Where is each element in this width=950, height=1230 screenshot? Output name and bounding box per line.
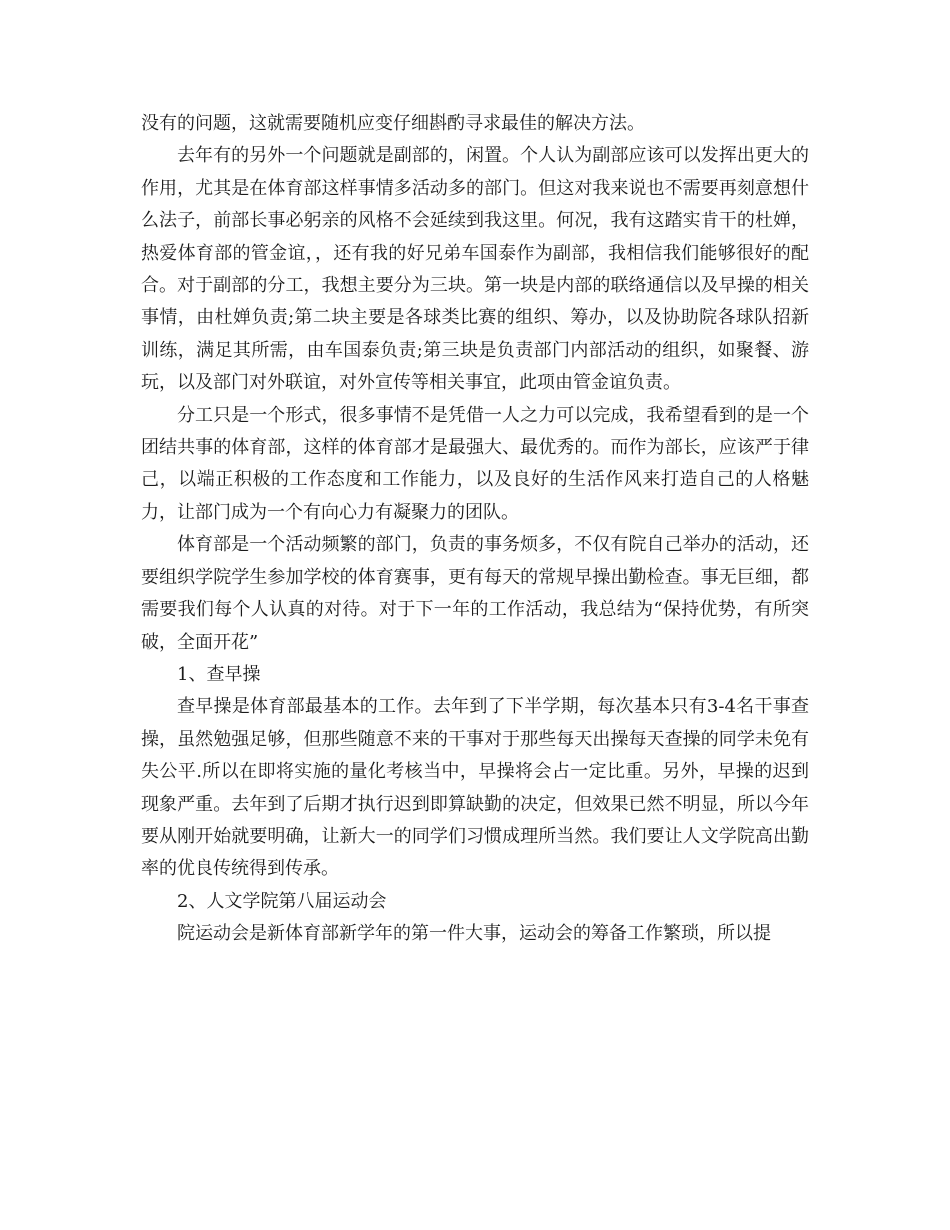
paragraph-department-overview: 体育部是一个活动频繁的部门，负责的事务烦多，不仅有院自己举办的活动，还要组织学院学生参加学校的体育赛事，更有每天的常规早操出勤检查。事无巨细，都需要我们每个人认真的对待。对于下一年的工作活动，我总结为“保持优势，有所突破，全面开花” [141,534,809,653]
document-body [141,108,809,951]
paragraph-continuation: 没有的问题，这就需要随机应变仔细斟酌寻求最佳的解决方法。 [141,113,645,134]
paragraph-morning-exercise: 查早操是体育部最基本的工作。去年到了下半学期，每次基本只有3-4名干事查操，虽然勉强足够，但那些随意不来的干事对于那些每天出操每天查操的同学未免有失公平.所以在即将实施的量化考核当中，早操将会占一定比重。另外，早操的迟到现象严重。去年到了后期才执行迟到即算缺勤的决定，但效果已然不明显，所以今年要从刚开始就要明确，让新大一的同学们习惯成理所当然。我们要让人文学院高出勤率的优良传统得到传承。 [141,696,809,880]
paragraph-division-of-labor: 分工只是一个形式，很多事情不是凭借一人之力可以完成，我希望看到的是一个团结共事的体育部，这样的体育部才是最强大、最优秀的。而作为部长，应该严于律己，以端正积极的工作态度和工作能力，以及良好的生活作风来打造自己的人格魅力，让部门成为一个有向心力有凝聚力的团队。 [141,404,809,523]
paragraph-sports-meet: 院运动会是新体育部新学年的第一件大事，运动会的筹备工作繁琐，所以提 [177,923,771,945]
section-heading-sports-meet: 2、人文学院第八届运动会 [177,890,387,912]
section-heading-morning-exercise: 1、查早操 [177,663,261,685]
paragraph-vice-ministers: 去年有的另外一个问题就是副部的，闲置。个人认为副部应该可以发挥出更大的作用，尤其是在体育部这样事情多活动多的部门。但这对我来说也不需要再刻意想什么法子，前部长事必躬亲的风格不会延续到我这里。何况，我有这踏实肯干的杜婵，热爱体育部的管金谊，，还有我的好兄弟车国泰作为副部，我相信我们能够很好的配合。对于副部的分工，我想主要分为三块。第一块是内部的联络通信以及早操的相关事情，由杜婵负责;第二块主要是各球类比赛的组织、筹办，以及协助院各球队招新训练，满足其所需，由车国泰负责;第三块是负责部门内部活动的组织，如聚餐、游玩，以及部门对外联谊，对外宣传等相关事宜，此项由管金谊负责。 [141,145,809,394]
